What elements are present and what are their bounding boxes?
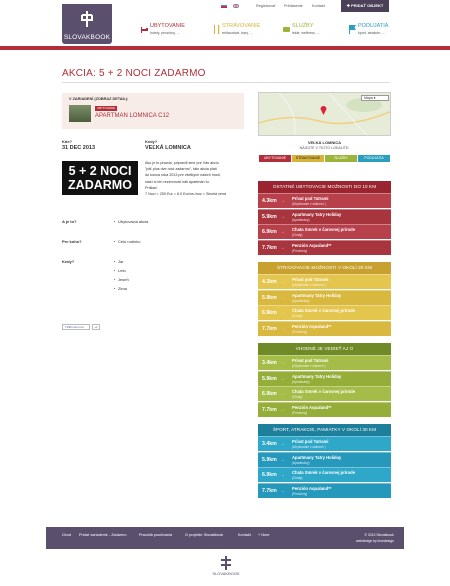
arrow-right-icon: → bbox=[280, 213, 285, 220]
facebook-like-label: Páči sa mi to bbox=[66, 325, 84, 329]
arrow-right-icon: → bbox=[280, 375, 285, 382]
when-label: Kedy? bbox=[145, 139, 158, 144]
map-type-select[interactable]: Mapa ▾ bbox=[361, 95, 389, 101]
nearby-item[interactable] bbox=[258, 467, 391, 482]
distance: 6.9km bbox=[262, 229, 277, 235]
list-item: Jeseň bbox=[118, 277, 129, 282]
arrow-right-icon: → bbox=[280, 325, 285, 332]
item-name: Apartmany Tatry Holiday bbox=[292, 373, 342, 379]
item-kind: (Ubytovanie v súkromí ) bbox=[292, 364, 326, 368]
distance: 4.3km bbox=[262, 279, 277, 285]
nav-title: SLUŽBY bbox=[292, 23, 314, 29]
item-name: Chata Smrek v čarovnej prírode bbox=[292, 227, 356, 232]
contact-link[interactable]: Kontakt bbox=[312, 4, 325, 8]
flag-sk-icon[interactable] bbox=[221, 4, 227, 8]
distance: 3.4km bbox=[262, 360, 277, 366]
item-name: Chata Smrek v čarovnej prírode bbox=[292, 389, 356, 394]
google-plus-button[interactable]: +1 bbox=[92, 324, 100, 330]
panel-title: ŠPORT, ATRAKCIE, PAMIATKY V OKOLÍ 30 KM bbox=[258, 424, 391, 436]
arrow-right-icon: → bbox=[280, 198, 285, 204]
nearby-item[interactable] bbox=[258, 274, 391, 289]
nav-podujatia[interactable] bbox=[349, 23, 409, 39]
map-location: VEĽKÁ LOMNICA bbox=[307, 140, 342, 145]
arrow-right-icon: → bbox=[280, 360, 285, 366]
description bbox=[145, 160, 247, 197]
arrow-right-icon: → bbox=[280, 456, 285, 463]
nearby-item[interactable] bbox=[258, 209, 391, 224]
flag-uk-icon[interactable] bbox=[233, 4, 239, 8]
item-kind: (Apartmány) bbox=[292, 298, 310, 303]
footer-link[interactable]: Pravidlá používania bbox=[139, 533, 173, 537]
tab-label: STRAVOVANIE bbox=[295, 156, 321, 160]
divider bbox=[62, 82, 390, 83]
arrow-right-icon: → bbox=[280, 406, 285, 413]
item-name: Penzión Aqualand** bbox=[292, 404, 332, 410]
footer-link[interactable]: Pridať zariadenie - Zadarmo bbox=[79, 533, 127, 537]
distance: 5.9km bbox=[262, 213, 277, 220]
panel-title: OSTATNÉ UBYTOVACIE MOŽNOSTI DO 10 KM bbox=[258, 181, 391, 193]
map-type-label: Mapa bbox=[364, 96, 373, 100]
arrow-right-icon: → bbox=[280, 310, 285, 316]
nearby-item[interactable] bbox=[258, 355, 391, 370]
nearby-item[interactable] bbox=[258, 452, 391, 467]
nearby-item[interactable] bbox=[258, 305, 391, 320]
nearby-panel bbox=[258, 262, 391, 338]
copyright-text: © 2013 Slovakbook bbox=[364, 533, 394, 537]
nav-title: UBYTOVANIE bbox=[150, 23, 185, 29]
item-name: Apartmany Tatry Holiday bbox=[292, 211, 342, 217]
item-name: Chata Smrek v čarovnej prírode bbox=[292, 470, 356, 475]
nav-subtitle: reštaurácie, bary, ... bbox=[222, 31, 253, 35]
arrow-right-icon: → bbox=[280, 229, 285, 235]
where-value: VEĽKÁ LOMNICA bbox=[145, 145, 191, 151]
footer-logo-text: SLOVAKBOOK bbox=[212, 571, 240, 576]
nearby-item[interactable] bbox=[258, 193, 391, 208]
description-line: Ako je to pravda, pripravili sme pre Vás akciu bbox=[145, 161, 219, 165]
flag-icon bbox=[349, 25, 356, 34]
tab-sluzby[interactable] bbox=[325, 155, 357, 162]
panel-title: STRAVOVACIE MOŽNOSTI V OKOLÍ 20 KM bbox=[258, 262, 391, 274]
item-kind: (Apartmány) bbox=[292, 460, 310, 465]
nav-sluzby[interactable] bbox=[283, 23, 341, 39]
item-name: Apartmany Tatry Holiday bbox=[292, 292, 342, 298]
tab-label: PODUJATIA bbox=[364, 156, 384, 160]
tab-label: SLUŽBY bbox=[334, 156, 348, 160]
distance: 7.7km bbox=[262, 325, 277, 332]
description-line: stačí si len rezervovať náš apartmán tu. bbox=[145, 179, 210, 184]
footer-band bbox=[46, 527, 404, 549]
header bbox=[0, 0, 450, 47]
list-item: Leto bbox=[118, 268, 126, 273]
distance: 5.9km bbox=[262, 375, 277, 382]
distance: 3.4km bbox=[262, 441, 277, 447]
when-value: 31 DEC 2013 bbox=[62, 145, 96, 151]
nearby-item[interactable] bbox=[258, 240, 391, 255]
footer-link[interactable]: + Nore bbox=[258, 533, 270, 537]
arrow-right-icon: → bbox=[280, 294, 285, 301]
plus-icon: ✚ bbox=[346, 3, 352, 8]
arrow-right-icon: → bbox=[280, 279, 285, 285]
nearby-item[interactable] bbox=[258, 371, 391, 386]
who-label: Pre koho? bbox=[62, 239, 82, 244]
arrow-right-icon: → bbox=[280, 244, 285, 251]
footer-link[interactable]: O projekte Slovakbook bbox=[185, 533, 224, 537]
distance: 7.7km bbox=[262, 244, 277, 251]
facility-tag: UBYTOVANIE bbox=[95, 106, 117, 111]
item-kind: (Chaty) bbox=[292, 233, 303, 237]
facility-box[interactable] bbox=[62, 93, 244, 129]
logo-symbol-icon bbox=[80, 11, 94, 27]
arrow-right-icon: → bbox=[280, 487, 285, 494]
facility-thumbnail[interactable] bbox=[69, 105, 91, 122]
page-title: AKCIA: 5 + 2 NOCI ZADARMO bbox=[62, 68, 206, 79]
nearby-item[interactable] bbox=[258, 321, 391, 336]
nearby-item[interactable] bbox=[258, 224, 391, 239]
promo-text: 5 + 2 NOCI ZADARMO bbox=[68, 164, 132, 192]
nearby-item[interactable] bbox=[258, 290, 391, 305]
arrow-right-icon: → bbox=[280, 441, 285, 447]
item-name: Apartmany Tatry Holiday bbox=[292, 454, 342, 460]
copyright bbox=[356, 533, 394, 544]
item-name: Penzión Aqualand** bbox=[292, 485, 332, 491]
description-line: 7 Nocí = 250 Eur = 8.9 Eur/os./noc = Skvelá cena bbox=[145, 192, 227, 197]
what-label: A je to? bbox=[62, 219, 77, 224]
item-kind: (Chaty) bbox=[292, 395, 303, 399]
services-icon bbox=[283, 25, 290, 34]
nearby-panel bbox=[258, 181, 391, 257]
item-name: Privat pod Tatrami bbox=[292, 277, 329, 282]
facebook-like-button[interactable] bbox=[62, 324, 90, 330]
register-link[interactable]: Registrovať bbox=[256, 4, 276, 8]
tab-ubytovanie[interactable] bbox=[259, 155, 291, 162]
item-kind: (Chaty) bbox=[292, 476, 303, 480]
nav-subtitle: lekár, wellness, ... bbox=[292, 31, 320, 35]
item-kind: (Apartmány) bbox=[292, 379, 310, 384]
promo-image bbox=[62, 161, 138, 195]
description-line: Príklad: bbox=[145, 185, 158, 190]
nearby-panel bbox=[258, 424, 391, 500]
distance: 4.3km bbox=[262, 198, 277, 204]
footer-logo[interactable] bbox=[210, 556, 242, 578]
header-accent-bar bbox=[0, 46, 450, 50]
item-kind: (Chaty) bbox=[292, 314, 303, 318]
item-name: Chata Smrek v čarovnej prírode bbox=[292, 308, 356, 313]
item-kind: (Ubytovanie v súkromí ) bbox=[292, 202, 326, 206]
nearby-item[interactable] bbox=[258, 386, 391, 401]
nearby-panel bbox=[258, 343, 391, 419]
panel-title: VHODNÉ JE VEDIEŤ AJ O bbox=[258, 343, 391, 355]
bed-icon bbox=[141, 25, 148, 34]
arrow-right-icon: → bbox=[280, 472, 285, 478]
item-name: Privat pod Tatrami bbox=[292, 358, 329, 363]
list-item: Jar bbox=[118, 259, 124, 264]
credit-text: webdesign by lovedesign bbox=[356, 538, 394, 543]
logo-symbol-icon bbox=[220, 556, 232, 570]
facility-label: V ZARIADENÍ (ZOBRAZ DETAIL): bbox=[69, 97, 129, 101]
description-line: "päť plus dve noci zadarmo", táto akcia platí bbox=[145, 167, 217, 172]
item-name: Privat pod Tatrami bbox=[292, 439, 329, 444]
map[interactable] bbox=[258, 92, 391, 136]
distance: 6.9km bbox=[262, 310, 277, 316]
item-kind: (Penzióny) bbox=[292, 248, 308, 253]
distance: 6.9km bbox=[262, 391, 277, 397]
tab-label: UBYTOVANIE bbox=[263, 156, 287, 160]
tab-podujatia[interactable] bbox=[358, 155, 390, 162]
distance: 7.7km bbox=[262, 406, 277, 413]
season-label: Kedy? bbox=[62, 259, 75, 264]
nearby-item[interactable] bbox=[258, 402, 391, 417]
facility-name-link[interactable]: APARTMAN LOMNICA C12 bbox=[95, 113, 170, 119]
item-name: Privat pod Tatrami bbox=[292, 196, 329, 201]
nav-subtitle: hotely, penzióny, ... bbox=[150, 31, 180, 35]
description-line: do konca roka 2013 pre všetkých našich hostí, bbox=[145, 173, 221, 178]
item-kind: (Penzióny) bbox=[292, 410, 308, 415]
map-pin-icon[interactable] bbox=[320, 105, 327, 115]
footer-link[interactable]: Úvod bbox=[62, 533, 71, 537]
nav-stravovanie[interactable] bbox=[213, 23, 275, 39]
facebook-icon: f bbox=[65, 325, 67, 329]
login-link[interactable]: Prihlásenie bbox=[284, 4, 303, 8]
nearby-item[interactable] bbox=[258, 436, 391, 451]
item-kind: (Ubytovanie v súkromí ) bbox=[292, 283, 326, 287]
distance: 7.7km bbox=[262, 487, 277, 494]
nav-subtitle: šport, atrakcie, ... bbox=[358, 31, 385, 35]
nav-ubytovanie[interactable] bbox=[141, 23, 201, 39]
item-kind: (Penzióny) bbox=[292, 491, 308, 496]
list-item: Celú rodinku bbox=[118, 239, 141, 244]
list-item: Zima bbox=[118, 286, 127, 291]
tab-stravovanie[interactable] bbox=[292, 155, 324, 162]
map-subtitle: NÁJDITE V TEJTO LOKALITE: bbox=[299, 146, 350, 150]
nearby-item[interactable] bbox=[258, 483, 391, 498]
nav-title: PODUJATIA bbox=[358, 23, 389, 29]
arrow-right-icon: → bbox=[280, 391, 285, 397]
item-kind: (Apartmány) bbox=[292, 217, 310, 222]
footer-link[interactable]: Kontakt bbox=[238, 533, 251, 537]
list-item: Ubytovacia akcia bbox=[118, 219, 149, 224]
add-object-button[interactable] bbox=[341, 0, 389, 12]
fork-knife-icon bbox=[213, 25, 220, 34]
nav-title: STRAVOVANIE bbox=[222, 23, 261, 29]
logo[interactable] bbox=[62, 4, 112, 44]
logo-text: SLOVAKBOOK bbox=[63, 34, 111, 41]
item-kind: (Ubytovanie v súkromí ) bbox=[292, 445, 326, 449]
distance: 5.9km bbox=[262, 294, 277, 301]
item-name: Penzión Aqualand** bbox=[292, 242, 332, 248]
item-name: Penzión Aqualand** bbox=[292, 323, 332, 329]
item-kind: (Penzióny) bbox=[292, 329, 308, 334]
add-object-label: PRIDAŤ OBJEKT bbox=[351, 3, 384, 8]
distance: 5.9km bbox=[262, 456, 277, 463]
distance: 6.9km bbox=[262, 472, 277, 478]
where-label: Kde? bbox=[62, 139, 72, 144]
